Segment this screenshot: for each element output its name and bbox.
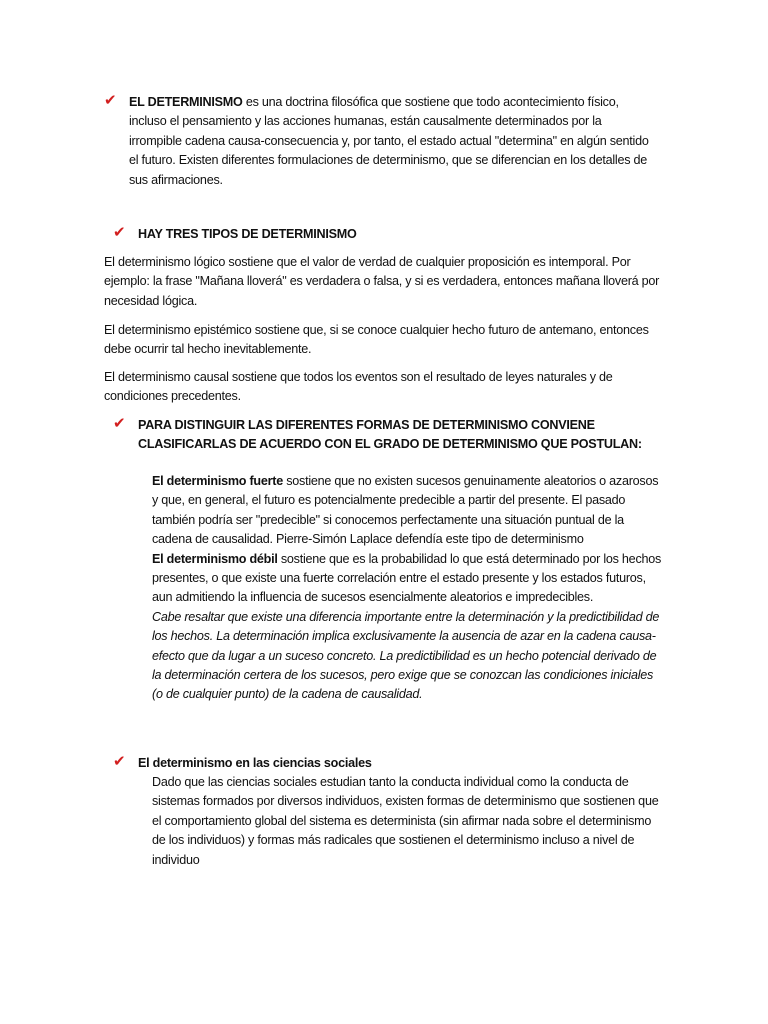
classification-heading-text: PARA DISTINGUIR LAS DIFERENTES FORMAS DE DETERMINISMO CONVIENE CLASIFICARLAS DE ACUERDO CON EL GRADO DE DETERMINISMO QUE POSTULAN:: [138, 418, 642, 452]
weak-determinism-text: sostiene que es la probabilidad lo que está determinado por los hechos presentes, o que existe una fuerte correlación entre el estado presente y los estados futuros, aun admitiendo la influencia de sucesos esencialmente aleatorios e impredecibles.: [152, 551, 662, 605]
types-heading-text: HAY TRES TIPOS DE DETERMINISMO: [138, 227, 357, 241]
definition-paragraph: [129, 93, 649, 190]
checkmark-icon: ✔: [104, 91, 117, 109]
classification-heading: [138, 416, 668, 455]
strong-determinism-paragraph: [152, 472, 664, 550]
social-sciences-heading: [138, 754, 668, 773]
weak-determinism-lead: El determinismo débil: [152, 551, 278, 566]
social-sciences-text: Dado que las ciencias sociales estudian tanto la conducta individual como la conducta de sistemas formados por diversos individuos, existen formas de determinismo que sostienen que el comportamiento global del sistema es determinista (sin afirmar nada sobre el determinismo de los individuos) y formas más radicales que sostienen el determinismo incluso a nivel de individuo: [152, 775, 659, 867]
italic-note: Cabe resaltar que existe una diferencia importante entre la determinación y la predictibilidad de los hechos. La determinación implica exclusivamente la ausencia de azar en la cadena causa-efecto que da lugar a un suceso concreto. La predictibilidad es un hecho potencial derivado de la determinación certera de los sucesos, pero exige que se conozcan las condiciones iniciales (o de cualquier punto) de la cadena de causalidad.: [152, 609, 660, 702]
social-sciences-paragraph: [152, 773, 666, 870]
logical-determinism-paragraph: [104, 253, 664, 311]
checkmark-icon: ✔: [113, 752, 126, 770]
causal-determinism-text: El determinismo causal sostiene que todos los eventos son el resultado de leyes naturales y de condiciones precedentes.: [104, 370, 613, 404]
epistemic-determinism-text: El determinismo epistémico sostiene que, si se conoce cualquier hecho futuro de antemano, entonces debe ocurrir tal hecho inevitablemente.: [104, 323, 649, 357]
epistemic-determinism-paragraph: [104, 321, 664, 360]
logical-determinism-text: El determinismo lógico sostiene que el valor de verdad de cualquier proposición es intemporal. Por ejemplo: la frase "Mañana lloverá" es verdadera o falsa, y si es verdadera, entonces mañana lloverá por necesidad lógica.: [104, 255, 660, 308]
definition-text: es una doctrina filosófica que sostiene que todo acontecimiento físico, incluso el pensamiento y las acciones humanas, están causalmente determinados por la irrompible cadena causa-consecuencia y, por tanto, el estado actual "determina" en algún sentido el futuro. Existen diferentes formulaciones de determinismo, que se diferencian en los detalles de sus afirmaciones.: [129, 95, 649, 187]
checkmark-icon: ✔: [113, 223, 126, 241]
weak-determinism-paragraph: [152, 550, 664, 608]
checkmark-icon: ✔: [113, 414, 126, 432]
types-heading: [138, 225, 658, 244]
definition-lead: EL DETERMINISMO: [129, 95, 243, 109]
strong-determinism-lead: El determinismo fuerte: [152, 474, 283, 488]
causal-determinism-paragraph: [104, 368, 664, 407]
degrees-block: [152, 472, 664, 705]
social-sciences-heading-text: El determinismo en las ciencias sociales: [138, 756, 372, 770]
strong-determinism-text: sostiene que no existen sucesos genuinamente aleatorios o azarosos y que, en general, el futuro es potencialmente predecible a partir del presente. El pasado también podría ser "predecible" si conocemos perfectamente una situación puntual de la cadena de causalidad. Pierre-Simón Laplace defendía este tipo de determinismo: [152, 474, 659, 547]
